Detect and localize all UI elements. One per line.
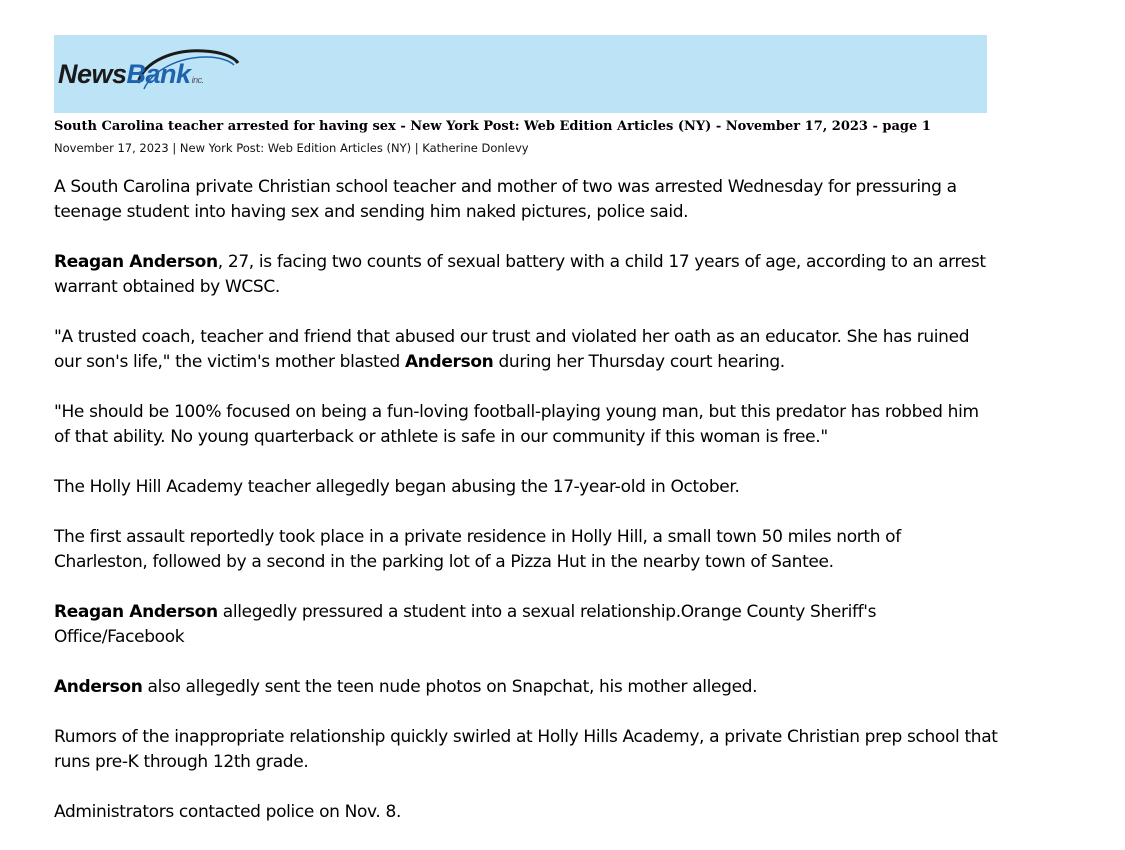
paragraph-4: "He should be 100% focused on being a fun-loving football-playing young man, but this predator has robbed him of that ability. No young quarterback or athlete is safe in our community if this woman is free.": [54, 402, 979, 447]
paragraph-10: Administrators contacted police on Nov. 8.: [54, 802, 402, 822]
meta-separator: |: [414, 141, 419, 155]
meta-date: November 17, 2023: [54, 141, 169, 155]
logo-wordmark: [58, 59, 204, 90]
paragraph-9: Rumors of the inappropriate relationship quickly swirled at Holly Hills Academy, a private Christian prep school that runs pre-K through 12th grade.: [54, 727, 998, 772]
paragraph-5: The Holly Hill Academy teacher allegedly began abusing the 17-year-old in October.: [54, 477, 740, 497]
paragraph-text: allegedly pressured a student into a sexual relationship.Orange County Sheriff's Office/Facebook: [54, 602, 877, 647]
paragraph-2: [54, 250, 999, 300]
highlighted-name: Reagan Anderson: [54, 602, 218, 622]
article-headline: South Carolina teacher arrested for having sex - New York Post: Web Edition Articles (NY) - November 17, 2023 - page 1: [54, 119, 931, 134]
meta-source: New York Post: Web Edition Articles (NY): [179, 141, 412, 155]
highlighted-name: Reagan Anderson: [54, 252, 218, 272]
logo-news: News: [58, 59, 127, 89]
header-banner: [54, 35, 987, 113]
logo-bank: Bank: [126, 59, 191, 89]
paragraph-text: also allegedly sent the teen nude photos on Snapchat, his mother alleged.: [142, 677, 758, 697]
logo-inc: inc.: [191, 75, 204, 85]
paragraph-3: [54, 325, 999, 375]
paragraph-text: during her Thursday court hearing.: [493, 352, 785, 372]
meta-author: Katherine Donlevy: [422, 141, 529, 155]
highlighted-name: Anderson: [404, 352, 494, 372]
newsbank-logo[interactable]: [58, 47, 273, 99]
paragraph-1: A South Carolina private Christian school teacher and mother of two was arrested Wednesday for pressuring a teenage student into having sex and sending him naked pictures, police said.: [54, 177, 957, 222]
paragraph-text: "A trusted coach, teacher and friend that abused our trust and violated her oath as an educator. She has ruined our son's life," the victim's mother blasted: [54, 327, 970, 372]
paragraph-7: [54, 600, 999, 650]
paragraph-text: , 27, is facing two counts of sexual battery with a child 17 years of age, according to an arrest warrant obtained by WCSC.: [54, 252, 986, 297]
article-body: [54, 175, 999, 850]
paragraph-8: [54, 675, 999, 700]
article-meta: [54, 141, 529, 156]
highlighted-name: Anderson: [54, 677, 143, 697]
paragraph-6: The first assault reportedly took place in a private residence in Holly Hill, a small town 50 miles north of Charleston, followed by a second in the parking lot of a Pizza Hut in the nearby town of Santee.: [54, 527, 901, 572]
meta-separator: |: [172, 141, 177, 155]
